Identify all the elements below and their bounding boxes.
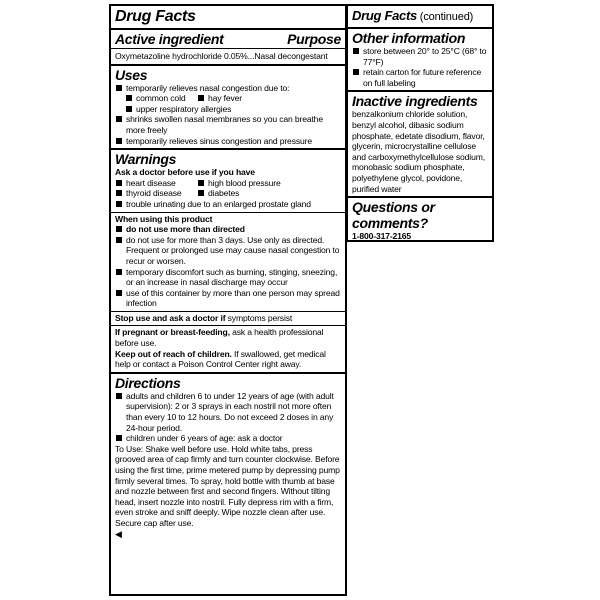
bullet-icon: [198, 190, 204, 196]
bullet-icon: [116, 116, 122, 122]
list-item: common cold hay fever: [115, 93, 341, 104]
when-using-heading: When using this product: [115, 213, 213, 224]
questions-section: [348, 198, 492, 244]
active-ingredient-line: Oxymetazoline hydrochloride 0.05%...Nasal decongestant: [115, 51, 328, 61]
other-information-header: Other information: [352, 30, 466, 46]
continued-title-section: [348, 6, 492, 29]
list-item: adults and children 6 to under 12 years of age (with adult supervision): 2 or 3 sprays in each nostril not more often than every 10 to 12 hours. Do not exceed 2 doses in any 24-hour period.: [115, 391, 341, 433]
bullet-icon: [116, 237, 122, 243]
bullet-icon: [198, 95, 204, 101]
active-ingredient-section: [111, 30, 345, 66]
bullet-icon: [116, 201, 122, 207]
bullet-icon: [198, 180, 204, 186]
list-item: thyroid disease diabetes: [115, 188, 341, 199]
active-ingredient-header: Active ingredient: [115, 31, 224, 47]
title-section: [111, 6, 345, 30]
inactive-ingredients-section: [348, 92, 492, 198]
list-item: store between 20° to 25°C (68° to 77°F): [352, 46, 488, 67]
bullet-icon: [116, 85, 122, 91]
list-item: heart disease high blood pressure: [115, 178, 341, 189]
pregnancy-warning: If pregnant or breast-feeding, ask a health professional before use.: [115, 327, 324, 349]
keep-out-of-reach-warning: Keep out of reach of children. If swallowed, get medical help or contact a Poison Control Center right away.: [115, 348, 326, 370]
bullet-icon: [353, 69, 359, 75]
list-item: temporary discomfort such as burning, stinging, sneezing, or an increase in nasal discharge may occur: [115, 267, 341, 288]
list-item: temporarily relieves sinus congestion and pressure: [115, 136, 341, 147]
bullet-icon: [126, 95, 132, 101]
ask-doctor-heading: Ask a doctor before use if you have: [115, 167, 255, 178]
stop-use-line: Stop use and ask a doctor if symptoms persist: [115, 312, 293, 323]
bullet-icon: [116, 190, 122, 196]
uses-header: Uses: [115, 66, 148, 83]
bullet-icon: [116, 435, 122, 441]
bullet-icon: [116, 290, 122, 296]
other-information-section: [348, 29, 492, 92]
list-item: shrinks swollen nasal membranes so you can breathe more freely: [115, 114, 341, 135]
drug-facts-continued-title: Drug Facts: [352, 8, 417, 23]
left-arrow-icon: ◀: [115, 528, 122, 539]
uses-section: [111, 66, 345, 151]
inactive-ingredients-text: benzalkonium chloride solution, benzyl alcohol, dibasic sodium phosphate, edetate disodium, flavor, glycerin, microcrystalline cellulose and carboxymethylcellulose sodium, monobasic sodium phosphate, polyethylene glycol, povidone, purified water: [352, 109, 485, 194]
list-item: do not use for more than 3 days. Use only as directed. Frequent or prolonged use may cause nasal congestion to recur or worsen.: [115, 235, 341, 267]
bullet-icon: [116, 180, 122, 186]
directions-header: Directions: [115, 374, 181, 391]
list-item: trouble urinating due to an enlarged prostate gland: [115, 199, 341, 210]
list-item: children under 6 years of age: ask a doctor: [115, 433, 341, 444]
questions-header: Questions or comments?: [352, 199, 435, 232]
directions-text: To Use: Shake well before use. Hold white tabs, press grooved area of cap firmly and turn counter clockwise. Before using the first time, prime metered pump by depressing pump firmly several times. To spray, hold bottle with thumb at base and nozzle between first and second fingers. Without tilting head, insert nozzle into nostril. Fully depress rim with a firm, even stroke and sniff deeply. Wipe nozzle clean after use. Secure cap after use.: [115, 443, 340, 528]
inactive-ingredients-header: Inactive ingredients: [352, 93, 478, 110]
directions-section: [111, 374, 345, 541]
list-item: use of this container by more than one person may spread infection: [115, 288, 341, 309]
warnings-section: [111, 150, 345, 374]
list-item: upper respiratory allergies: [115, 104, 341, 115]
list-item: do not use more than directed: [115, 224, 341, 235]
phone-number: 1-800-317-2165: [352, 231, 412, 242]
drug-facts-panel-right: [346, 4, 494, 242]
drug-facts-title: Drug Facts: [115, 8, 196, 25]
bullet-icon: [116, 138, 122, 144]
list-item: retain carton for future reference on full labeling: [352, 67, 488, 88]
continued-label: (continued): [416, 11, 474, 23]
bullet-icon: [353, 48, 359, 54]
bullet-icon: [116, 226, 122, 232]
bullet-icon: [116, 393, 122, 399]
warnings-header: Warnings: [115, 151, 177, 168]
purpose-header: Purpose: [287, 31, 341, 47]
drug-facts-panel-left: [109, 4, 347, 596]
list-item: temporarily relieves nasal congestion due to:: [115, 83, 341, 94]
bullet-icon: [116, 269, 122, 275]
bullet-icon: [126, 106, 132, 112]
